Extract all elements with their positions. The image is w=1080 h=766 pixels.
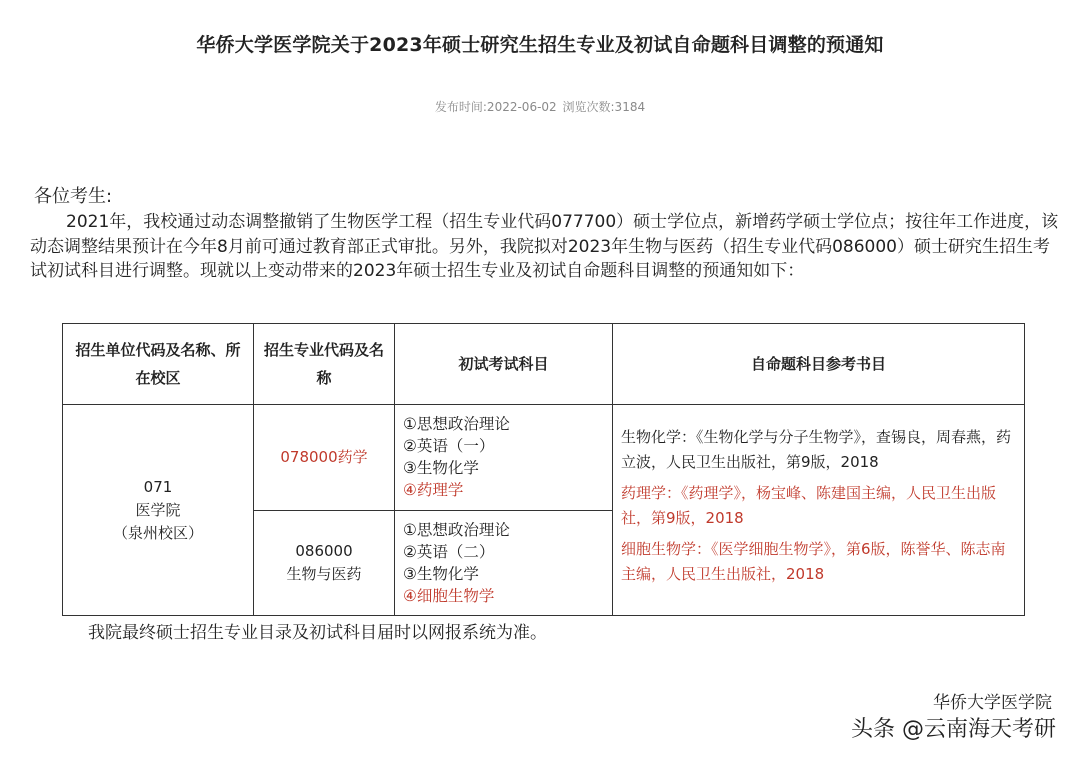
view-count: 浏览次数:3184: [562, 100, 646, 114]
subject-item: ②英语（一）: [403, 437, 495, 456]
table-header-row: [63, 324, 1025, 405]
publish-time: 发布时间:2022-06-02: [434, 100, 557, 114]
unit-code: 071: [143, 477, 173, 496]
subject-item: ④药理学: [403, 481, 464, 500]
greeting: 各位考生:: [34, 186, 113, 207]
book-pharmacology: 药理学：《药理学》，杨宝峰、陈建国主编，人民卫生出版社，第9版，2018: [621, 484, 997, 527]
book-biochem: 生物化学：《生物化学与分子生物学》，查锡良，周春燕，药立波，人民卫生出版社，第9版，2018: [621, 428, 1012, 471]
major-cell-pharmacy: [254, 405, 395, 511]
table-row: [63, 405, 1025, 511]
watermark: 头条 @云南海天考研: [851, 717, 1056, 742]
major-name: 生物与医药: [286, 564, 362, 583]
page-title: 华侨大学医学院关于2023年硕士研究生招生专业及初试自命题科目调整的预通知: [196, 34, 884, 56]
header-books: 自命题科目参考书目: [613, 324, 1025, 405]
header-major: 招生专业代码及名称: [254, 324, 395, 405]
unit-cell: [63, 405, 254, 616]
unit-name: 医学院: [135, 500, 181, 519]
subject-item: ①思想政治理论: [403, 520, 510, 539]
header-subjects: 初试考试科目: [395, 324, 613, 405]
subjects-cell-biomed: [395, 510, 613, 616]
major-name: 078000药学: [280, 447, 368, 466]
footnote: 我院最终硕士招生专业目录及初试科目届时以网报系统为准。: [88, 623, 547, 643]
books-cell: [613, 405, 1025, 616]
subject-item: ④细胞生物学: [403, 586, 495, 605]
intro-text: 2021年，我校通过动态调整撤销了生物医学工程（招生专业代码077700）硕士学位点，新增药学硕士学位点；按往年工作进度，该动态调整结果预计在今年8月前可通过教育部正式审批。另外，我院拟对2023年生物与医药（招生专业代码086000）硕士研究生招生考试初试科目进行调整。现就以上变动带来的2023年硕士招生专业及初试自命题科目调整的预通知如下：: [30, 212, 1059, 281]
subject-item: ②英语（二）: [403, 542, 495, 561]
unit-campus: （泉州校区）: [112, 523, 203, 542]
major-cell-biomed: [254, 510, 395, 616]
subjects-cell-pharmacy: [395, 405, 613, 511]
header-unit: 招生单位代码及名称、所在校区: [63, 324, 254, 405]
subject-item: ③生物化学: [403, 564, 479, 583]
subject-item: ①思想政治理论: [403, 415, 510, 434]
subject-item: ③生物化学: [403, 459, 479, 478]
enrollment-table: [62, 323, 1025, 616]
intro-paragraph: [30, 210, 1060, 284]
major-code: 086000: [295, 541, 353, 560]
article-meta: [0, 98, 1080, 115]
signature: 华侨大学医学院: [933, 693, 1052, 713]
book-cellbio: 细胞生物学：《医学细胞生物学》，第6版，陈誉华、陈志南主编，人民卫生出版社，2018: [621, 540, 1006, 583]
